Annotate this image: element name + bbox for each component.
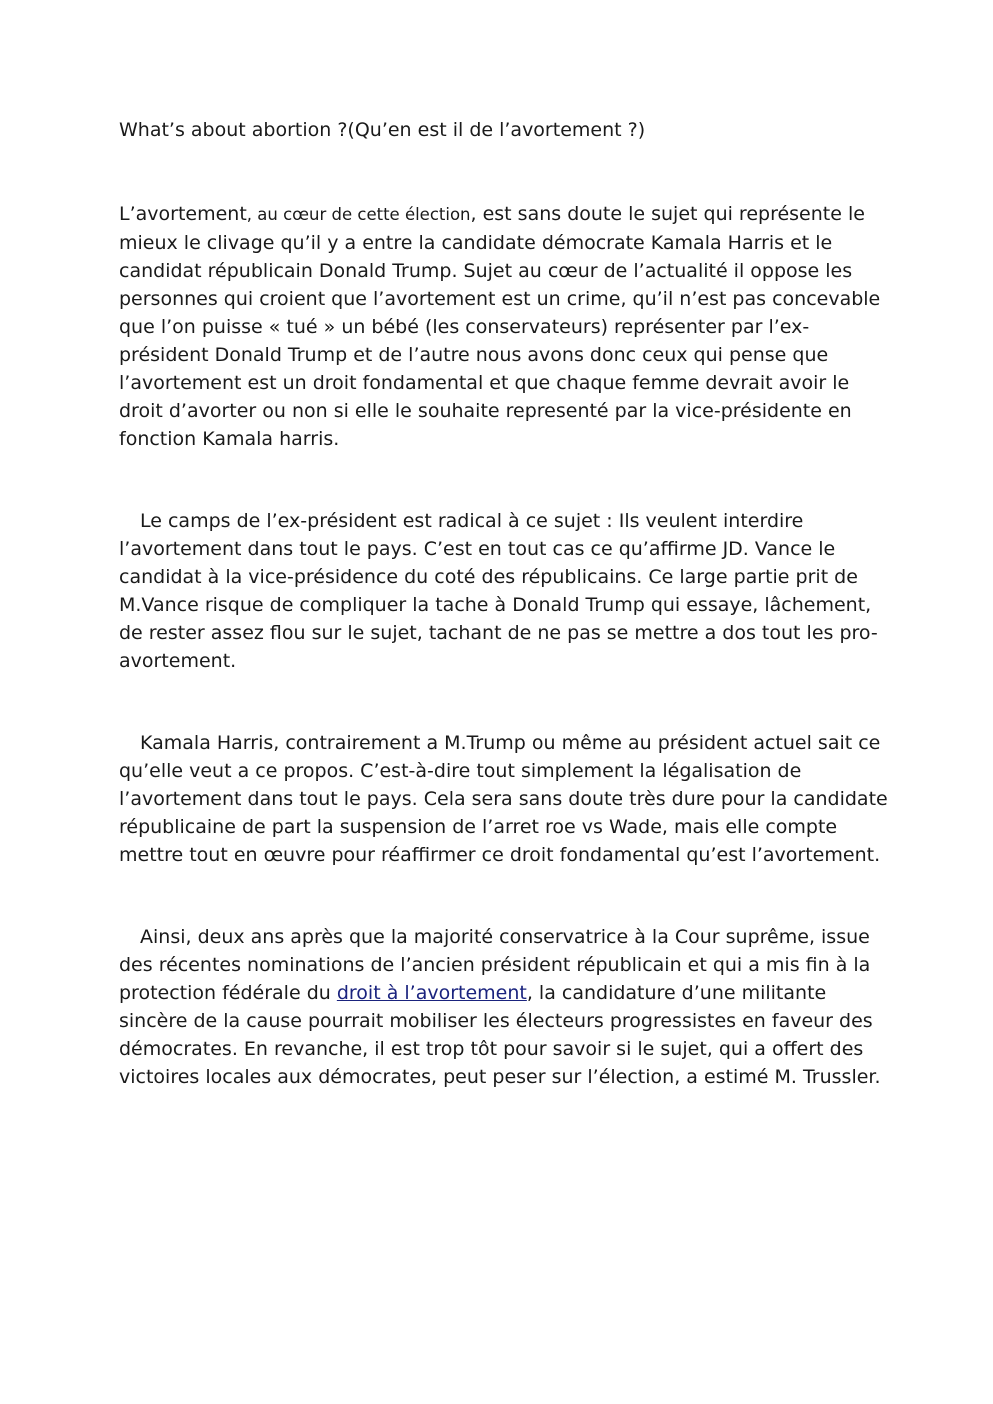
paragraph-conclusion-after: , la candidature d’une militante sincère de la cause pourrait mobiliser les électeurs progressistes en faveur des démocrates. En revanche, il est trop tôt pour savoir si le sujet, qui a offert des victoires locales aux démocrates, peut peser sur l’élection, a estimé M. Trussler. (119, 982, 881, 1088)
abortion-rights-link[interactable]: droit à l’avortement (336, 982, 527, 1004)
paragraph-intro-lead: L’avortement (119, 203, 247, 225)
document-page (119, 116, 889, 1091)
document-title: What’s about abortion ?(Qu’en est il de l’avortement ?) (119, 119, 646, 141)
paragraph-intro (119, 200, 889, 453)
paragraph-republican-camp: Le camps de l’ex-président est radical à ce sujet : Ils veulent interdire l’avortement dans tout le pays. C’est en tout cas ce qu’affirme JD. Vance le candidat à la vice-présidence du coté des républicains. Ce large partie prit de M.Vance risque de compliquer la tache à Donald Trump qui essaye, lâchement, de rester assez flou sur le sujet, tachant de ne pas se mettre a dos tout les pro-avortement. (119, 510, 878, 672)
paragraph-intro-rest: , est sans doute le sujet qui représente le mieux le clivage qu’il y a entre la candidate démocrate Kamala Harris et le candidat républicain Donald Trump. Sujet au cœur de l’actualité il oppose les personnes qui croient que l’avortement est un crime, qu’il n’est pas concevable que l’on puisse « tué » un bébé (les conservateurs) représenter par l’ex-président Donald Trump et de l’autre nous avons donc ceux qui pense que l’avortement est un droit fondamental et que chaque femme devrait avoir le droit d’avorter ou non si elle le souhaite representé par la vice-présidente en fonction Kamala harris. (119, 203, 881, 450)
paragraph-kamala-harris: Kamala Harris, contrairement a M.Trump ou même au président actuel sait ce qu’elle veut a ce propos. C’est-à-dire tout simplement la légalisation de l’avortement dans tout le pays. Cela sera sans doute très dure pour la candidate républicaine de part la suspension de l’arret roe vs Wade, mais elle compte mettre tout en œuvre pour réaffirmer ce droit fondamental qu’est l’avortement. (119, 732, 888, 866)
paragraph-conclusion (119, 923, 889, 1091)
paragraph-intro-aside: , au cœur de cette élection (246, 205, 471, 224)
paragraph-conclusion-before: Ainsi, deux ans après que la majorité conservatrice à la Cour suprême, issue des récentes nominations de l’ancien président républicain et qui a mis fin à la protection fédérale du (119, 926, 871, 1004)
